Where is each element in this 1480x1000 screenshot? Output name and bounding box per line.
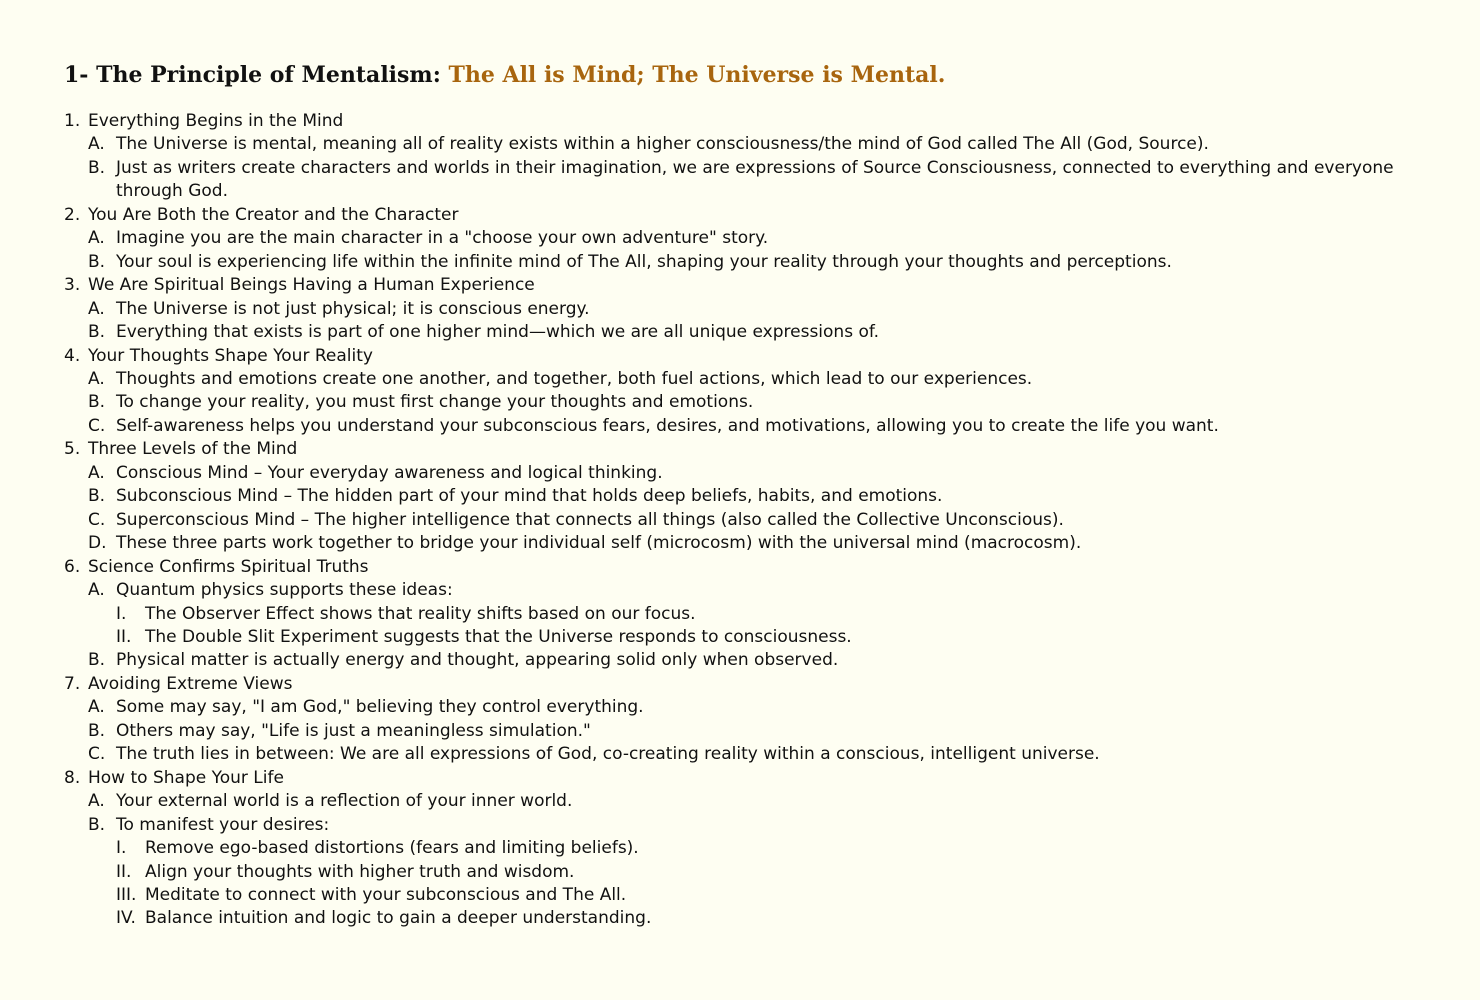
nested-list (88, 603, 1440, 650)
outline-item (64, 204, 1440, 274)
outline-item (64, 556, 1440, 673)
outline-subsubitem (116, 837, 1440, 860)
list-item-text: Quantum physics supports these ideas: (116, 580, 453, 601)
outline-row (116, 603, 1440, 626)
list-item-text: Self-awareness helps you understand your subconscious fears, desires, and motivations, allowing you to create the life you want. (116, 415, 1219, 436)
outline-row (64, 110, 1440, 133)
outline-subitem (88, 743, 1440, 766)
page-title (64, 57, 1440, 93)
list-item-text: We Are Spiritual Beings Having a Human Experience (88, 275, 535, 296)
list-marker: B. (88, 157, 106, 178)
outline-subitem (88, 298, 1440, 321)
outline-row (88, 321, 1440, 344)
list-marker: I. (116, 603, 127, 624)
outline-row (88, 251, 1440, 274)
outline-row (64, 673, 1440, 696)
outline-subsubitem (116, 907, 1440, 930)
list-item-text: Superconscious Mind – The higher intelligence that connects all things (also called the Collective Unconscious). (116, 509, 1064, 530)
outline-subitem (88, 649, 1440, 672)
list-item-text: The Double Slit Experiment suggests that the Universe responds to consciousness. (145, 626, 852, 647)
outline-row (88, 391, 1440, 414)
list-item-text: These three parts work together to bridge your individual self (microcosm) with the universal mind (macrocosm). (116, 533, 1082, 554)
list-marker: 5. (64, 439, 81, 460)
nested-list (64, 579, 1440, 673)
outline-subitem (88, 509, 1440, 532)
list-marker: 8. (64, 767, 81, 788)
list-marker: 7. (64, 673, 81, 694)
outline-row (116, 884, 1440, 907)
list-item-text: Imagine you are the main character in a "choose your own adventure" story. (116, 228, 769, 249)
outline-row (88, 509, 1440, 532)
list-marker: A. (88, 134, 105, 155)
outline-row (88, 133, 1440, 156)
outline-row (64, 274, 1440, 297)
list-marker: 3. (64, 275, 81, 296)
list-marker: A. (88, 791, 105, 812)
outline-subitem (88, 391, 1440, 414)
outline-subitem (88, 790, 1440, 813)
nested-list (64, 790, 1440, 931)
outline-list (64, 110, 1440, 931)
outline-subsubitem (116, 861, 1440, 884)
nested-list (64, 368, 1440, 438)
outline-row (88, 532, 1440, 555)
outline-subitem (88, 696, 1440, 719)
list-item-text: You Are Both the Creator and the Character (88, 204, 459, 225)
list-item-text: To change your reality, you must first change your thoughts and emotions. (116, 392, 754, 413)
list-marker: A. (88, 697, 105, 718)
list-marker: A. (88, 228, 105, 249)
list-item-text: Just as writers create characters and worlds in their imagination, we are expressions of Source Consciousness, connected to everything and everyone through God. (116, 157, 1394, 202)
list-item-text: The Universe is mental, meaning all of reality exists within a higher consciousness/the mind of God called The All (God, Source). (116, 134, 1209, 155)
list-item-text: Your soul is experiencing life within the infinite mind of The All, shaping your reality through your thoughts and perceptions. (116, 251, 1172, 272)
outline-subitem (88, 415, 1440, 438)
outline-subitem (88, 814, 1440, 931)
outline-subitem (88, 368, 1440, 391)
nested-list (64, 298, 1440, 345)
list-marker: C. (88, 509, 106, 530)
nested-list (64, 227, 1440, 274)
outline-row (88, 649, 1440, 672)
list-item-text: Your external world is a reflection of your inner world. (116, 791, 573, 812)
outline-subsubitem (116, 884, 1440, 907)
list-item-text: Avoiding Extreme Views (88, 673, 293, 694)
list-marker: A. (88, 298, 105, 319)
list-marker: B. (88, 322, 106, 343)
outline-row (88, 298, 1440, 321)
list-marker: 4. (64, 345, 81, 366)
list-item-text: The Observer Effect shows that reality shifts based on our focus. (145, 603, 696, 624)
outline-row (64, 345, 1440, 368)
outline-subitem (88, 720, 1440, 743)
outline-row (88, 462, 1440, 485)
outline-row (64, 556, 1440, 579)
list-item-text: Three Levels of the Mind (88, 439, 298, 460)
outline-row (88, 485, 1440, 508)
outline-item (64, 274, 1440, 344)
outline-subitem (88, 133, 1440, 156)
list-item-text: The truth lies in between: We are all expressions of God, co-creating reality within a conscious, intelligent universe. (116, 744, 1100, 765)
outline-item (64, 110, 1440, 204)
outline-item (64, 767, 1440, 931)
list-item-text: Thoughts and emotions create one another, and together, both fuel actions, which lead to our experiences. (116, 368, 1033, 389)
list-marker: IV. (116, 908, 136, 929)
list-marker: III. (116, 884, 137, 905)
list-marker: D. (88, 533, 107, 554)
outline-item (64, 345, 1440, 439)
outline-subitem (88, 251, 1440, 274)
nested-list (64, 133, 1440, 203)
outline-row (64, 767, 1440, 790)
outline-row (116, 626, 1440, 649)
list-item-text: Subconscious Mind – The hidden part of your mind that holds deep beliefs, habits, and emotions. (116, 486, 943, 507)
list-item-text: Others may say, "Life is just a meaningless simulation." (116, 720, 591, 741)
outline-subitem (88, 227, 1440, 250)
outline-subitem (88, 321, 1440, 344)
outline-row (88, 415, 1440, 438)
list-marker: I. (116, 838, 127, 859)
list-marker: 6. (64, 556, 81, 577)
outline-subitem (88, 157, 1440, 204)
list-marker: B. (88, 392, 106, 413)
outline-row (88, 579, 1440, 602)
outline-subitem (88, 579, 1440, 649)
list-marker: II. (116, 626, 132, 647)
list-marker: B. (88, 720, 106, 741)
outline-row (88, 157, 1440, 204)
list-marker: C. (88, 415, 106, 436)
outline-subitem (88, 532, 1440, 555)
list-item-text: To manifest your desires: (116, 814, 330, 835)
list-marker: B. (88, 650, 106, 671)
list-marker: 2. (64, 204, 81, 225)
list-item-text: Some may say, "I am God," believing they control everything. (116, 697, 644, 718)
nested-list (88, 837, 1440, 931)
list-item-text: How to Shape Your Life (88, 767, 284, 788)
outline-subsubitem (116, 626, 1440, 649)
title-accent: The All is Mind; The Universe is Mental. (448, 62, 946, 88)
outline-row (88, 368, 1440, 391)
list-marker: B. (88, 814, 106, 835)
nested-list (64, 696, 1440, 766)
list-marker: A. (88, 580, 105, 601)
outline-row (116, 907, 1440, 930)
outline-item (64, 438, 1440, 555)
outline-row (88, 720, 1440, 743)
outline-row (88, 227, 1440, 250)
list-item-text: Meditate to connect with your subconscious and The All. (145, 884, 627, 905)
title-prefix: 1- The Principle of Mentalism: (64, 62, 449, 88)
list-item-text: Your Thoughts Shape Your Reality (88, 345, 373, 366)
outline-subitem (88, 485, 1440, 508)
outline-row (88, 790, 1440, 813)
list-item-text: The Universe is not just physical; it is conscious energy. (116, 298, 590, 319)
list-marker: B. (88, 251, 106, 272)
outline-row (116, 837, 1440, 860)
outline-row (64, 438, 1440, 461)
list-item-text: Everything Begins in the Mind (88, 111, 344, 131)
list-item-text: Align your thoughts with higher truth and wisdom. (145, 861, 575, 882)
list-marker: 1. (64, 111, 81, 131)
list-marker: B. (88, 486, 106, 507)
outline-row (64, 204, 1440, 227)
list-marker: A. (88, 368, 105, 389)
outline-item (64, 673, 1440, 767)
list-item-text: Science Confirms Spiritual Truths (88, 556, 369, 577)
list-item-text: Remove ego-based distortions (fears and limiting beliefs). (145, 838, 639, 859)
list-item-text: Physical matter is actually energy and thought, appearing solid only when observed. (116, 650, 839, 671)
list-marker: II. (116, 861, 132, 882)
outline-row (116, 861, 1440, 884)
list-item-text: Conscious Mind – Your everyday awareness and logical thinking. (116, 462, 663, 483)
list-marker: A. (88, 462, 105, 483)
outline-row (88, 814, 1440, 837)
outline-subitem (88, 462, 1440, 485)
list-item-text: Everything that exists is part of one higher mind—which we are all unique expressions of. (116, 322, 880, 343)
outline-row (88, 743, 1440, 766)
outline-row (88, 696, 1440, 719)
outline-subsubitem (116, 603, 1440, 626)
list-marker: C. (88, 744, 106, 765)
list-item-text: Balance intuition and logic to gain a deeper understanding. (145, 908, 652, 929)
nested-list (64, 462, 1440, 556)
